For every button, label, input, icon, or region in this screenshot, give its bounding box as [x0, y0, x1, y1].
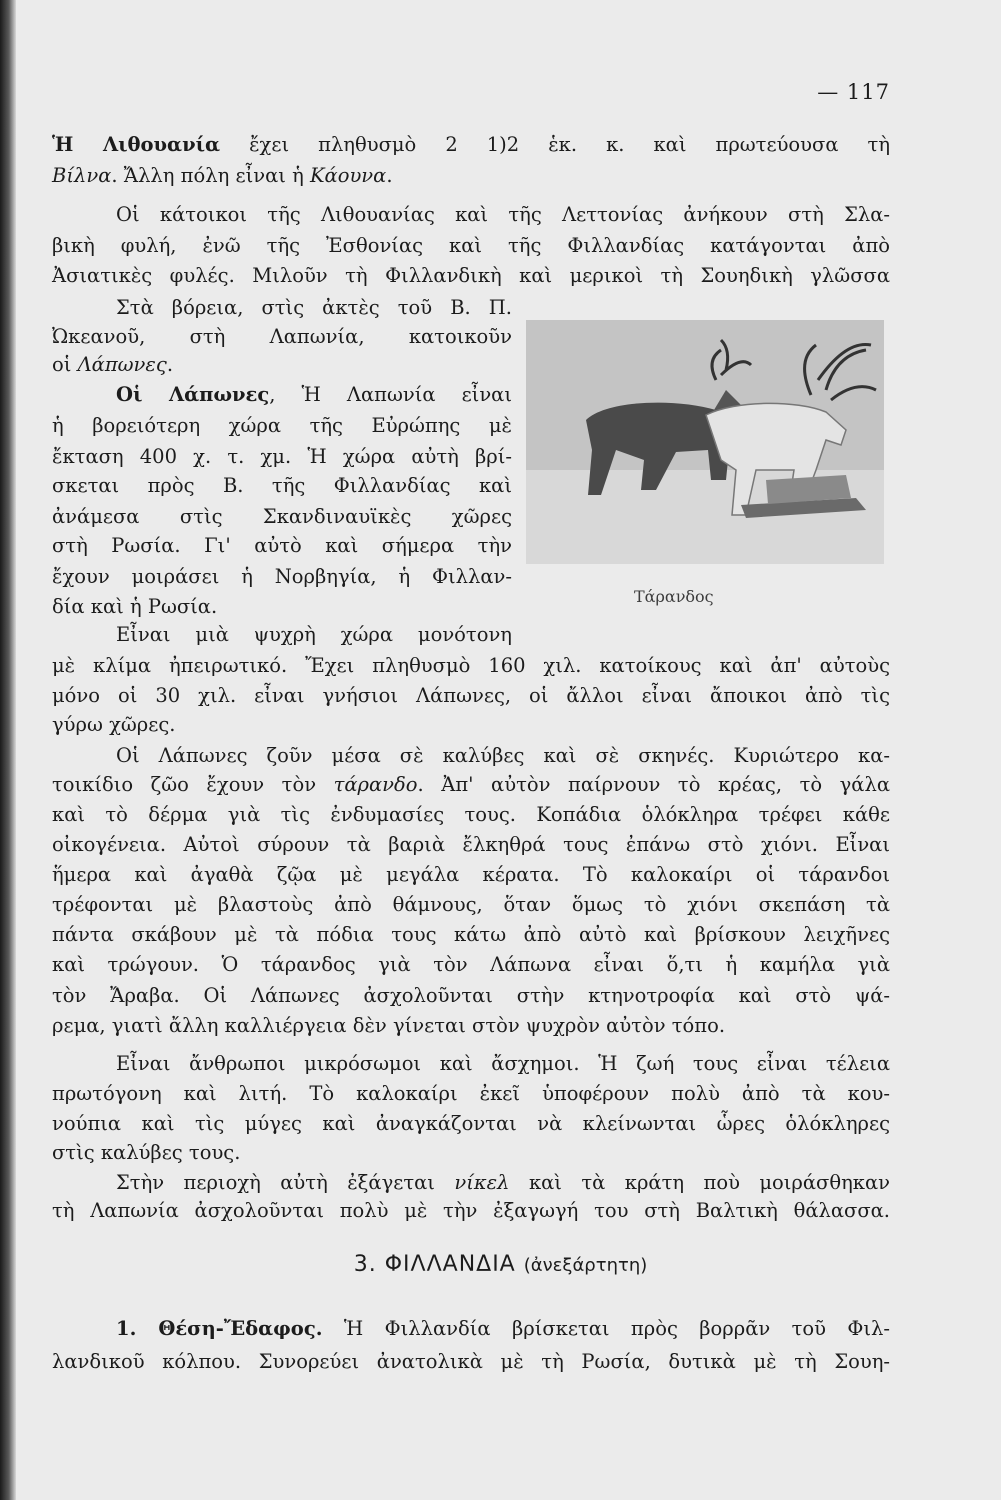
text-segment: ἔχει πληθυσμὸ 2 1)2 ἑκ. κ. καὶ πρωτεύουσα τὴ: [220, 133, 890, 156]
text-line: [52, 651, 890, 681]
text-segment: μὲ κλίμα ἠπειρωτικό. Ἔχει πληθυσμὸ 160 χιλ. κατοίκους καὶ ἀπ' αὐτοὺς: [52, 654, 890, 677]
text-segment: βικὴ φυλή, ἐνῶ τῆς Ἐσθονίας καὶ τῆς Φιλλανδίας κατάγονται ἀπὸ: [52, 234, 890, 257]
text-line: [52, 130, 890, 160]
text-line: [52, 1196, 890, 1226]
text-segment: Στὴν περιοχὴ αὐτὴ ἐξάγεται: [116, 1171, 455, 1194]
text-line: [52, 442, 512, 472]
text-line: [52, 531, 512, 561]
text-line: [52, 1049, 890, 1079]
text-segment: Στὰ βόρεια, στὶς ἀκτὲς τοῦ Β. Π.: [116, 296, 512, 319]
text-line: [52, 681, 890, 711]
text-line: [52, 350, 512, 380]
text-line: [52, 1138, 890, 1168]
text-segment: νούπια καὶ τὶς μύγες καὶ ἀναγκάζονται νὰ κλείνωνται ὧρες ὁλόκληρες: [52, 1112, 890, 1135]
text-segment: 1. Θέση-Ἔδαφος.: [116, 1317, 323, 1340]
text-line: [52, 1314, 890, 1344]
figure-caption: Τάρανδος: [634, 587, 714, 606]
text-segment: .: [386, 164, 393, 187]
text-line: [52, 200, 890, 230]
text-segment: .: [166, 353, 174, 376]
text-segment: Οἱ κάτοικοι τῆς Λιθουανίας καὶ τῆς Λεττονίας ἀνήκουν στὴ Σλα-: [116, 203, 890, 226]
text-line: [52, 860, 890, 890]
text-segment: τάρανδο: [333, 773, 418, 796]
page-number: — 117: [817, 80, 890, 104]
text-segment: Οἱ Λάπωνες ζοῦν μέσα σὲ καλύβες καὶ σὲ σκηνές. Κυριώτερο κα-: [116, 744, 890, 767]
text-segment: ἔχουν μοιράσει ἡ Νορβηγία, ἡ Φιλλαν-: [52, 565, 512, 588]
text-segment: Βίλνα: [52, 164, 112, 187]
text-line: [52, 411, 512, 441]
text-segment: τὴ Λαπωνία ἀσχολοῦνται πολὺ μὲ τὴν ἐξαγωγή του στὴ Βαλτικὴ θάλασσα.: [52, 1199, 890, 1222]
text-segment: Εἶναι μιὰ ψυχρὴ χώρα μονότονη: [116, 623, 512, 646]
text-segment: ἥμερα καὶ ἀγαθὰ ζῷα μὲ μεγάλα κέρατα. Τὸ καλοκαίρι οἱ τάρανδοι: [52, 863, 890, 886]
reindeer-illustration-icon: [526, 320, 884, 564]
text-segment: μόνο οἱ 30 χιλ. εἶναι γνήσιοι Λάπωνες, οἱ ἄλλοι εἶναι ἄποικοι ἀπὸ τὶς: [52, 684, 890, 707]
text-line: [52, 1079, 890, 1109]
text-line: [52, 830, 890, 860]
text-line: [52, 710, 890, 740]
text-line: [52, 1109, 890, 1139]
text-segment: Ἡ Λιθουανία: [52, 133, 221, 156]
text-line: [52, 471, 512, 501]
text-line: [52, 1347, 890, 1377]
text-segment: πάντα σκάβουν μὲ τὰ πόδια τους κάτω ἀπὸ αὐτὸ καὶ βρίσκουν λειχῆνες: [52, 923, 890, 946]
section-subtitle: (ἀνεξάρτητη): [523, 1255, 648, 1276]
text-line: [52, 261, 890, 291]
text-segment: καὶ τὰ κράτη ποὺ μοιράσθηκαν: [509, 1171, 890, 1194]
text-segment: τρέφονται μὲ βλαστοὺς ἀπὸ θάμνους, ὅταν ὅμως τὸ χιόνι σκεπάση τὰ: [52, 893, 890, 916]
text-segment: Οἱ Λάπωνες: [116, 383, 270, 406]
text-segment: νίκελ: [454, 1171, 510, 1194]
text-line: [52, 592, 512, 622]
text-line: [52, 890, 890, 920]
reindeer-figure: [526, 320, 884, 564]
text-segment: πρωτόγονη καὶ λιτή. Τὸ καλοκαίρι ἐκεῖ ὑποφέρουν πολὺ ἀπὸ τὰ κου-: [52, 1082, 890, 1105]
text-segment: τοικίδιο ζῶο ἔχουν τὸν: [52, 773, 334, 796]
text-line: [52, 950, 890, 980]
text-segment: Κάουνα: [309, 164, 387, 187]
text-segment: σκεται πρὸς Β. τῆς Φιλλανδίας καὶ: [52, 474, 512, 497]
text-line: [52, 770, 890, 800]
text-line: [52, 380, 512, 410]
text-line: [52, 161, 890, 191]
text-line: [52, 1168, 890, 1198]
text-line: [52, 800, 890, 830]
text-line: [52, 293, 512, 323]
text-segment: Ἀσιατικὲς φυλές. Μιλοῦν τὴ Φιλλανδικὴ καὶ μερικοὶ τὴ Σουηδικὴ γλῶσσα: [52, 264, 890, 287]
text-segment: Λάπωνες: [77, 353, 167, 376]
text-segment: στὶς καλύβες τους.: [52, 1141, 241, 1164]
text-segment: γύρω χῶρες.: [52, 713, 176, 736]
text-segment: ρεμα, γιατὶ ἄλλη καλλιέργεια δὲν γίνεται στὸν ψυχρὸν αὐτὸν τόπο.: [52, 1014, 726, 1037]
text-segment: καὶ τρώγουν. Ὁ τάρανδος γιὰ τὸν Λάπωνα εἶναι ὅ,τι ἡ καμήλα γιὰ: [52, 953, 890, 976]
text-segment: , Ἡ Λαπωνία εἶναι: [269, 383, 512, 406]
text-segment: καὶ τὸ δέρμα γιὰ τὶς ἐνδυμασίες τους. Κοπάδια ὁλόκληρα τρέφει κάθε: [52, 803, 890, 826]
text-line: [52, 981, 890, 1011]
section-heading: [0, 1252, 1001, 1277]
text-segment: . Ἄλλη πόλη εἶναι ἡ: [111, 164, 310, 187]
text-segment: στὴ Ρωσία. Γι' αὐτὸ καὶ σήμερα τὴν: [52, 534, 512, 557]
text-line: [52, 231, 890, 261]
text-segment: ἡ βορειότερη χώρα τῆς Εὐρώπης μὲ: [52, 414, 512, 437]
text-line: [52, 1011, 890, 1041]
text-segment: ἔκταση 400 χ. τ. χμ. Ἡ χώρα αὐτὴ βρί-: [52, 445, 512, 468]
text-segment: λανδικοῦ κόλπου. Συνορεύει ἀνατολικὰ μὲ τὴ Ρωσία, δυτικὰ μὲ τὴ Σουη-: [52, 1350, 890, 1373]
text-line: [52, 562, 512, 592]
section-title: 3. ΦΙΛΛΑΝΔΙΑ: [353, 1252, 516, 1277]
text-line: [52, 920, 890, 950]
text-segment: Εἶναι ἄνθρωποι μικρόσωμοι καὶ ἄσχημοι. Ἡ ζωή τους εἶναι τέλεια: [116, 1052, 890, 1075]
text-line: [52, 741, 890, 771]
text-line: [52, 322, 512, 352]
text-line: [52, 502, 512, 532]
text-segment: ἀνάμεσα στὶς Σκανδιναυϊκὲς χῶρες: [52, 505, 512, 528]
text-line: [52, 620, 512, 650]
text-segment: Ἡ Φιλλανδία βρίσκεται πρὸς βορρᾶν τοῦ Φιλ-: [322, 1317, 890, 1340]
text-segment: τὸν Ἄραβα. Οἱ Λάπωνες ἀσχολοῦνται στὴν κτηνοτροφία καὶ στὸ ψά-: [52, 984, 890, 1007]
text-segment: Ὠκεανοῦ, στὴ Λαπωνία, κατοικοῦν: [52, 325, 512, 348]
text-segment: δία καὶ ἡ Ρωσία.: [52, 595, 218, 618]
text-segment: . Ἀπ' αὐτὸν παίρνουν τὸ κρέας, τὸ γάλα: [417, 773, 890, 796]
text-segment: οἱ: [52, 353, 78, 376]
text-segment: οἰκογένεια. Αὐτοὶ σύρουν τὰ βαριὰ ἔλκηθρά τους ἐπάνω στὸ χιόνι. Εἶναι: [52, 833, 890, 856]
